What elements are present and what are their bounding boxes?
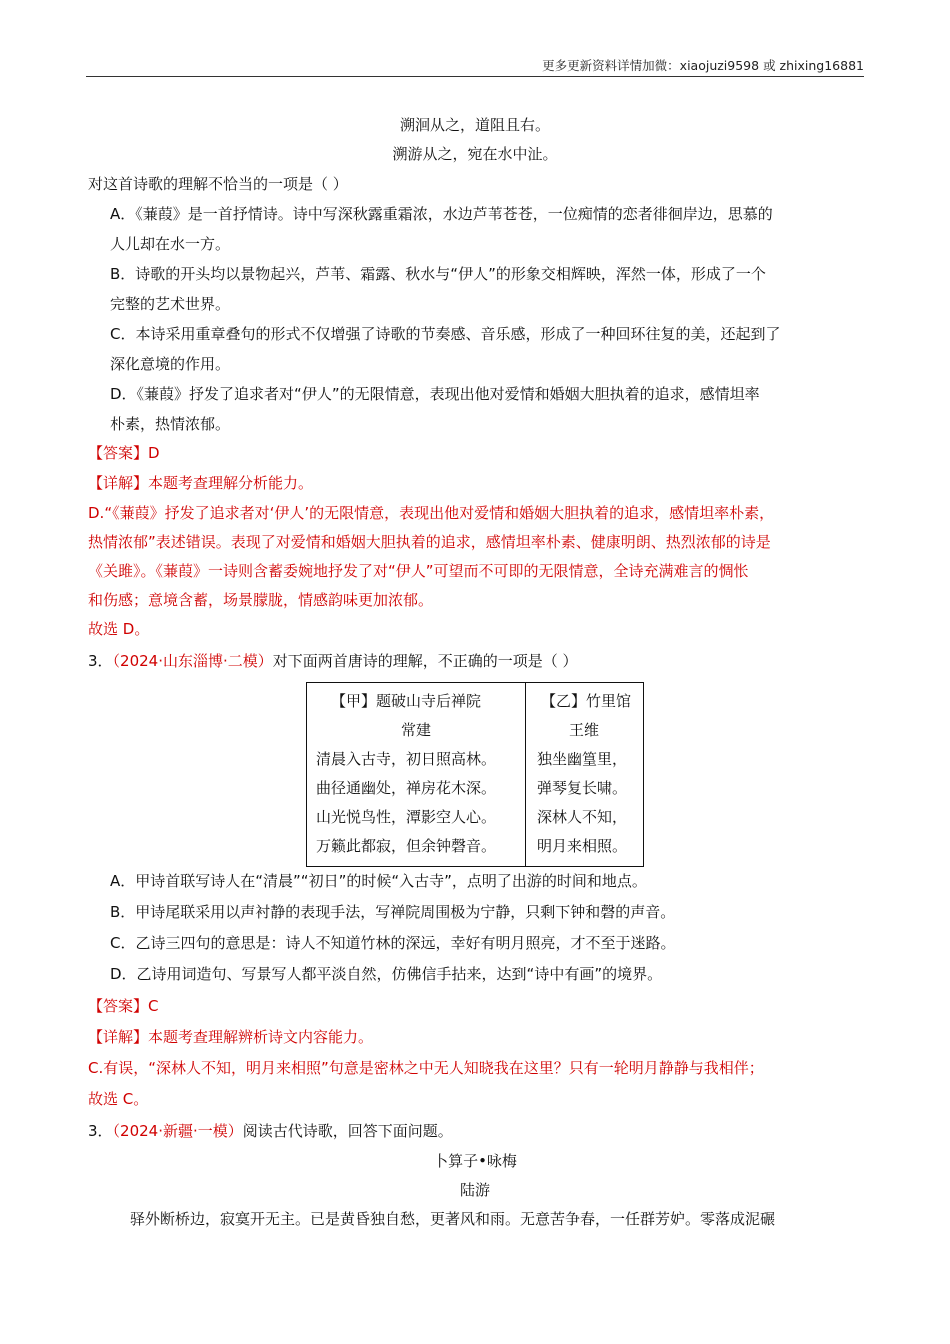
option-c-line1: C．本诗采用重章叠句的形式不仅增强了诗歌的节奏感、音乐感，形成了一种回环往复的美，还起到了 [110, 325, 781, 343]
answer-value: D [148, 444, 160, 462]
option-c-line2: 深化意境的作用。 [110, 355, 231, 373]
question-source: （2024·山东淄博·二模） [112, 652, 273, 670]
detail-line [88, 472, 313, 494]
poem-b-line: 深林人不知， [537, 808, 628, 826]
option-a-line2: 人儿却在水一方。 [110, 235, 231, 253]
question-number: 3． [88, 652, 113, 670]
option-d: D．乙诗用词造句、写景写人都平淡自然，仿佛信手拈来，达到“诗中有画”的境界。 [110, 965, 663, 983]
explain-line: 热情浓郁”表述错误。表现了对爱情和婚姻大胆执着的追求，感情坦率朴素、健康明朗、热烈浓郁的诗是 [88, 533, 771, 551]
option-a-line1: A．《蒹葭》是一首抒情诗。诗中写深秋露重霜浓，水边芦苇苍苍，一位痴情的恋者徘徊岸边，思慕的 [110, 205, 773, 223]
question-header [88, 1120, 453, 1142]
option-a: A．甲诗首联写诗人在“清晨”“初日”的时候“入古寺”，点明了出游的时间和地点。 [110, 872, 647, 890]
poem-a-title: 【甲】题破山寺后禅院 [331, 692, 482, 710]
poem-title: 卜算子•咏梅 [433, 1152, 517, 1170]
option-c: C．乙诗三四句的意思是：诗人不知道竹林的深远，幸好有明月照亮，才不至于迷路。 [110, 934, 676, 952]
option-d-line1: D．《蒹葭》抒发了追求者对“伊人”的无限情意，表现出他对爱情和婚姻大胆执着的追求，感情坦率 [110, 385, 760, 403]
detail-text: 本题考查理解辨析诗文内容能力。 [148, 1028, 374, 1046]
poem-text: 驿外断桥边，寂寞开无主。已是黄昏独自愁，更著风和雨。无意苦争春，一任群芳妒。零落成泥碾 [130, 1210, 776, 1228]
explain-line: 《关雎》。《蒹葭》一诗则含蓄委婉地抒发了对“伊人”可望而不可即的无限情意，全诗充满难言的惆怅 [88, 562, 749, 580]
answer-line [88, 995, 159, 1017]
question-stem: 对这首诗歌的理解不恰当的一项是（ ） [88, 175, 348, 193]
poem-b-line: 明月来相照。 [537, 837, 628, 855]
poem-table [306, 682, 644, 867]
option-d-line2: 朴素，热情浓郁。 [110, 415, 231, 433]
poem-a-line: 山光悦鸟性，潭影空人心。 [316, 808, 497, 826]
answer-tag: 【答案】 [88, 444, 149, 462]
poem-line: 溯游从之，宛在水中沚。 [392, 145, 558, 163]
poem-line: 溯洄从之，道阻且右。 [399, 116, 550, 134]
answer-tag: 【答案】 [88, 997, 149, 1015]
poem-a-line: 万籁此都寂，但余钟磬音。 [316, 837, 497, 855]
detail-tag: 【详解】 [88, 1028, 149, 1046]
question-number: 3． [88, 1122, 113, 1140]
poem-a-line: 清晨入古寺，初日照高林。 [316, 750, 497, 768]
table-divider [525, 683, 526, 866]
explain-line: C.有误，“深林人不知，明月来相照”句意是密林之中无人知晓我在这里？只有一轮明月静静与我相伴； [88, 1059, 764, 1077]
detail-text: 本题考查理解分析能力。 [148, 474, 314, 492]
answer-value: C [148, 997, 159, 1015]
option-b: B．甲诗尾联采用以声衬静的表现手法，写禅院周围极为宁静，只剩下钟和磬的声音。 [110, 903, 676, 921]
question-stem: 阅读古代诗歌，回答下面问题。 [242, 1122, 453, 1140]
poem-b-line: 弹琴复长啸。 [537, 779, 628, 797]
poem-a [307, 687, 525, 861]
poem-author: 陆游 [459, 1181, 490, 1199]
poem-b [527, 687, 643, 861]
answer-line [88, 442, 160, 464]
detail-line [88, 1026, 373, 1048]
poem-b-title: 【乙】竹里馆 [541, 692, 632, 710]
question-stem: 对下面两首唐诗的理解，不正确的一项是（ ） [272, 652, 578, 670]
option-b-line2: 完整的艺术世界。 [110, 295, 231, 313]
option-b-line1: B．诗歌的开头均以景物起兴，芦苇、霜露、秋水与“伊人”的形象交相辉映，浑然一体，形成了一个 [110, 265, 766, 283]
conclusion: 故选 D。 [88, 620, 150, 638]
conclusion: 故选 C。 [88, 1090, 149, 1108]
header-text: 更多更新资料详情加微：xiaojuzi9598 或 zhixing16881 [542, 58, 864, 73]
poem-a-author: 常建 [400, 721, 431, 739]
explain-line: D.“《蒹葭》抒发了追求者对‘伊人’的无限情意，表现出他对爱情和婚姻大胆执着的追求，感情坦率朴素， [88, 504, 775, 522]
detail-tag: 【详解】 [88, 474, 149, 492]
question-header [88, 650, 578, 672]
poem-b-line: 独坐幽篁里， [537, 750, 628, 768]
poem-a-line: 曲径通幽处，禅房花木深。 [316, 779, 497, 797]
question-source: （2024·新疆·一模） [112, 1122, 243, 1140]
page-header [86, 56, 864, 77]
poem-b-author: 王维 [569, 721, 600, 739]
explain-line: 和伤感；意境含蓄，场景朦胧，情感韵味更加浓郁。 [88, 591, 434, 609]
